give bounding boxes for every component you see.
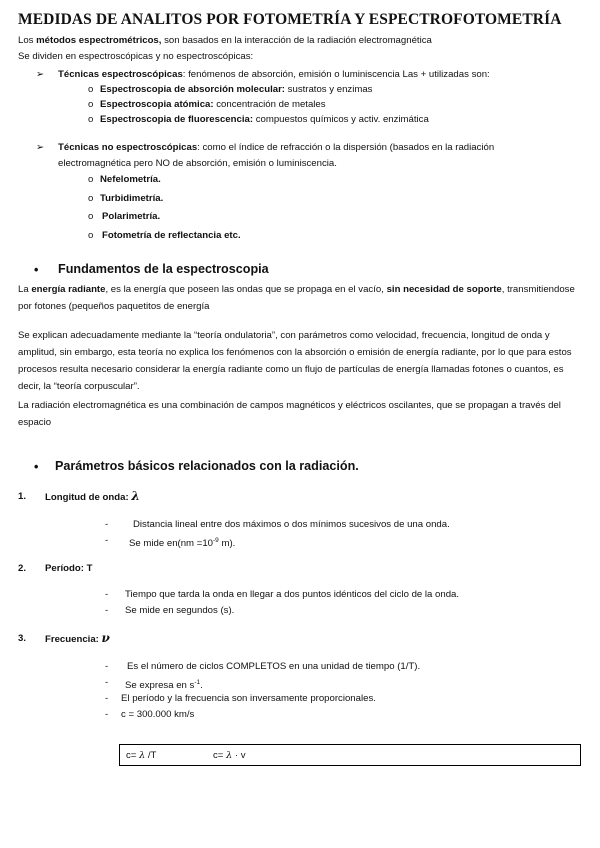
circle-bullet-icon: o xyxy=(88,211,94,222)
formula-box xyxy=(119,744,581,766)
param-point: El período y la frecuencia son inversamente proporcionales. xyxy=(121,693,376,704)
page-title: MEDIDAS DE ANALITOS POR FOTOMETRÍA Y ESPECTROFOTOMETRÍA xyxy=(18,11,562,28)
superscript: -9 xyxy=(213,537,219,544)
list-item: Turbidimetría. xyxy=(100,193,164,204)
formula-period xyxy=(126,749,156,762)
spectro-heading xyxy=(58,68,490,81)
param-label-frecuencia xyxy=(45,632,110,646)
intro-bold: métodos espectrométricos, xyxy=(36,35,162,46)
arrow-bullet-icon: ➢ xyxy=(36,142,45,153)
formula-frequency xyxy=(213,749,246,762)
dash-bullet-icon: - xyxy=(105,535,109,546)
param-label-text: Longitud de onda: xyxy=(45,492,129,503)
item-number: 2. xyxy=(18,563,27,574)
param-label-periodo: Período: T xyxy=(45,563,93,574)
list-item xyxy=(100,83,372,96)
circle-bullet-icon: o xyxy=(88,99,94,110)
nonspectro-heading-bold: Técnicas no espectroscópicas xyxy=(58,142,198,153)
param-point-text: m). xyxy=(218,538,236,550)
param-point-text: Se expresa en s xyxy=(125,680,195,692)
section-heading-parametros: Parámetros básicos relacionados con la radiación. xyxy=(55,459,359,473)
dash-bullet-icon: - xyxy=(105,605,109,616)
intro-text: Los xyxy=(18,35,37,46)
paragraph-text: , es la energía que poseen las ondas que se propaga en el vacío, xyxy=(105,284,387,295)
formula-text: /T xyxy=(145,750,157,761)
paragraph-text: , transmitiendose por fotones (pequeños paquetitos de energía xyxy=(18,284,575,312)
param-point: c = 300.000 km/s xyxy=(121,709,195,720)
superscript: -1 xyxy=(194,679,201,686)
dash-bullet-icon: - xyxy=(105,661,109,672)
lambda-symbol: λ xyxy=(131,489,140,503)
param-point: Es el número de ciclos COMPLETOS en una unidad de tiempo (1/T). xyxy=(127,661,421,672)
param-point: Se mide en segundos (s). xyxy=(125,605,235,616)
spectro-heading-rest: : fenómenos de absorción, emisión o luminiscencia Las + utilizadas son: xyxy=(182,69,490,80)
list-item: Fotometría de reflectancia etc. xyxy=(102,230,241,241)
paragraph-teoria: Se explican adecuadamente mediante la “teoría ondulatoria”, con parámetros como velocidad, frecuencia, longitud de onda y amplitud, sin embargo, esta teoría no explica los fenómenos con la absorción o emisión de energía radiante, por lo que para estos procesos resulta necesario considerar la energía radiante como un flujo de partículas de energía llamadas fotones o cuantos, es decir, la “teoría corpuscular”. xyxy=(18,330,572,392)
param-label-longitud xyxy=(45,490,140,504)
list-item: Polarimetría. xyxy=(102,211,161,222)
item-number: 3. xyxy=(18,633,27,644)
circle-bullet-icon: o xyxy=(88,84,94,95)
dash-bullet-icon: - xyxy=(105,519,109,530)
param-point: Tiempo que tarda la onda en llegar a dos puntos idénticos del ciclo de la onda. xyxy=(125,589,460,600)
section-heading-fundamentos: Fundamentos de la espectroscopia xyxy=(58,262,269,276)
lambda-symbol: λ xyxy=(139,750,146,761)
list-item-rest: sustratos y enzimas xyxy=(285,84,373,95)
circle-bullet-icon: o xyxy=(88,193,94,204)
nonspectro-heading xyxy=(58,140,498,172)
spectro-heading-bold: Técnicas espectroscópicas xyxy=(58,69,183,80)
list-item-bold: Espectroscopia atómica: xyxy=(100,99,214,110)
list-item-rest: compuestos químicos y activ. enzimática xyxy=(253,114,429,125)
intro-line-1 xyxy=(18,34,432,47)
nonspectro-heading-rest: : como el índice de refracción o la dispersión (basados en la radiación electromagnética pero NO de absorción, emisión o luminiscencia. xyxy=(58,142,495,169)
list-item-rest: concentración de metales xyxy=(213,99,326,110)
paragraph-radiacion: La radiación electromagnética es una combinación de campos magnéticos y eléctricos oscilantes, que se propagan a través del espacio xyxy=(18,400,561,428)
param-point-text: Se mide en(nm =10 xyxy=(129,538,213,550)
param-label-text: Frecuencia: xyxy=(45,634,99,645)
intro-text: son basados en la interacción de la radiación electromagnética xyxy=(161,35,432,46)
intro-line-2: Se dividen en espectroscópicas y no espectroscópicas: xyxy=(18,51,254,62)
list-item-bold: Espectroscopia de absorción molecular: xyxy=(100,84,286,95)
formula-text: c= xyxy=(213,750,227,761)
list-item xyxy=(100,113,429,126)
paragraph-bold: energía radiante xyxy=(31,284,106,295)
formula-text: c= xyxy=(126,750,140,761)
list-item xyxy=(100,98,326,111)
nu-symbol: ν xyxy=(101,631,110,645)
paragraph-bold: sin necesidad de soporte xyxy=(386,284,502,295)
param-point-text: . xyxy=(200,680,203,692)
round-bullet-icon: • xyxy=(34,263,39,277)
circle-bullet-icon: o xyxy=(88,114,94,125)
circle-bullet-icon: o xyxy=(88,174,94,185)
param-point xyxy=(129,534,235,550)
arrow-bullet-icon: ➢ xyxy=(36,69,45,80)
circle-bullet-icon: o xyxy=(88,230,94,241)
dash-bullet-icon: - xyxy=(105,709,109,720)
dash-bullet-icon: - xyxy=(105,693,109,704)
paragraph-text: La xyxy=(18,284,32,295)
formula-text: · v xyxy=(232,750,246,761)
dash-bullet-icon: - xyxy=(105,677,109,688)
list-item: Nefelometría. xyxy=(100,174,161,185)
dash-bullet-icon: - xyxy=(105,589,109,600)
item-number: 1. xyxy=(18,491,27,502)
lambda-symbol: λ xyxy=(226,750,233,761)
list-item-bold: Espectroscopia de fluorescencia: xyxy=(100,114,254,125)
param-point xyxy=(125,676,203,692)
round-bullet-icon: • xyxy=(34,460,39,474)
paragraph-energia-radiante xyxy=(18,281,584,315)
param-point: Distancia lineal entre dos máximos o dos mínimos sucesivos de una onda. xyxy=(133,519,450,530)
